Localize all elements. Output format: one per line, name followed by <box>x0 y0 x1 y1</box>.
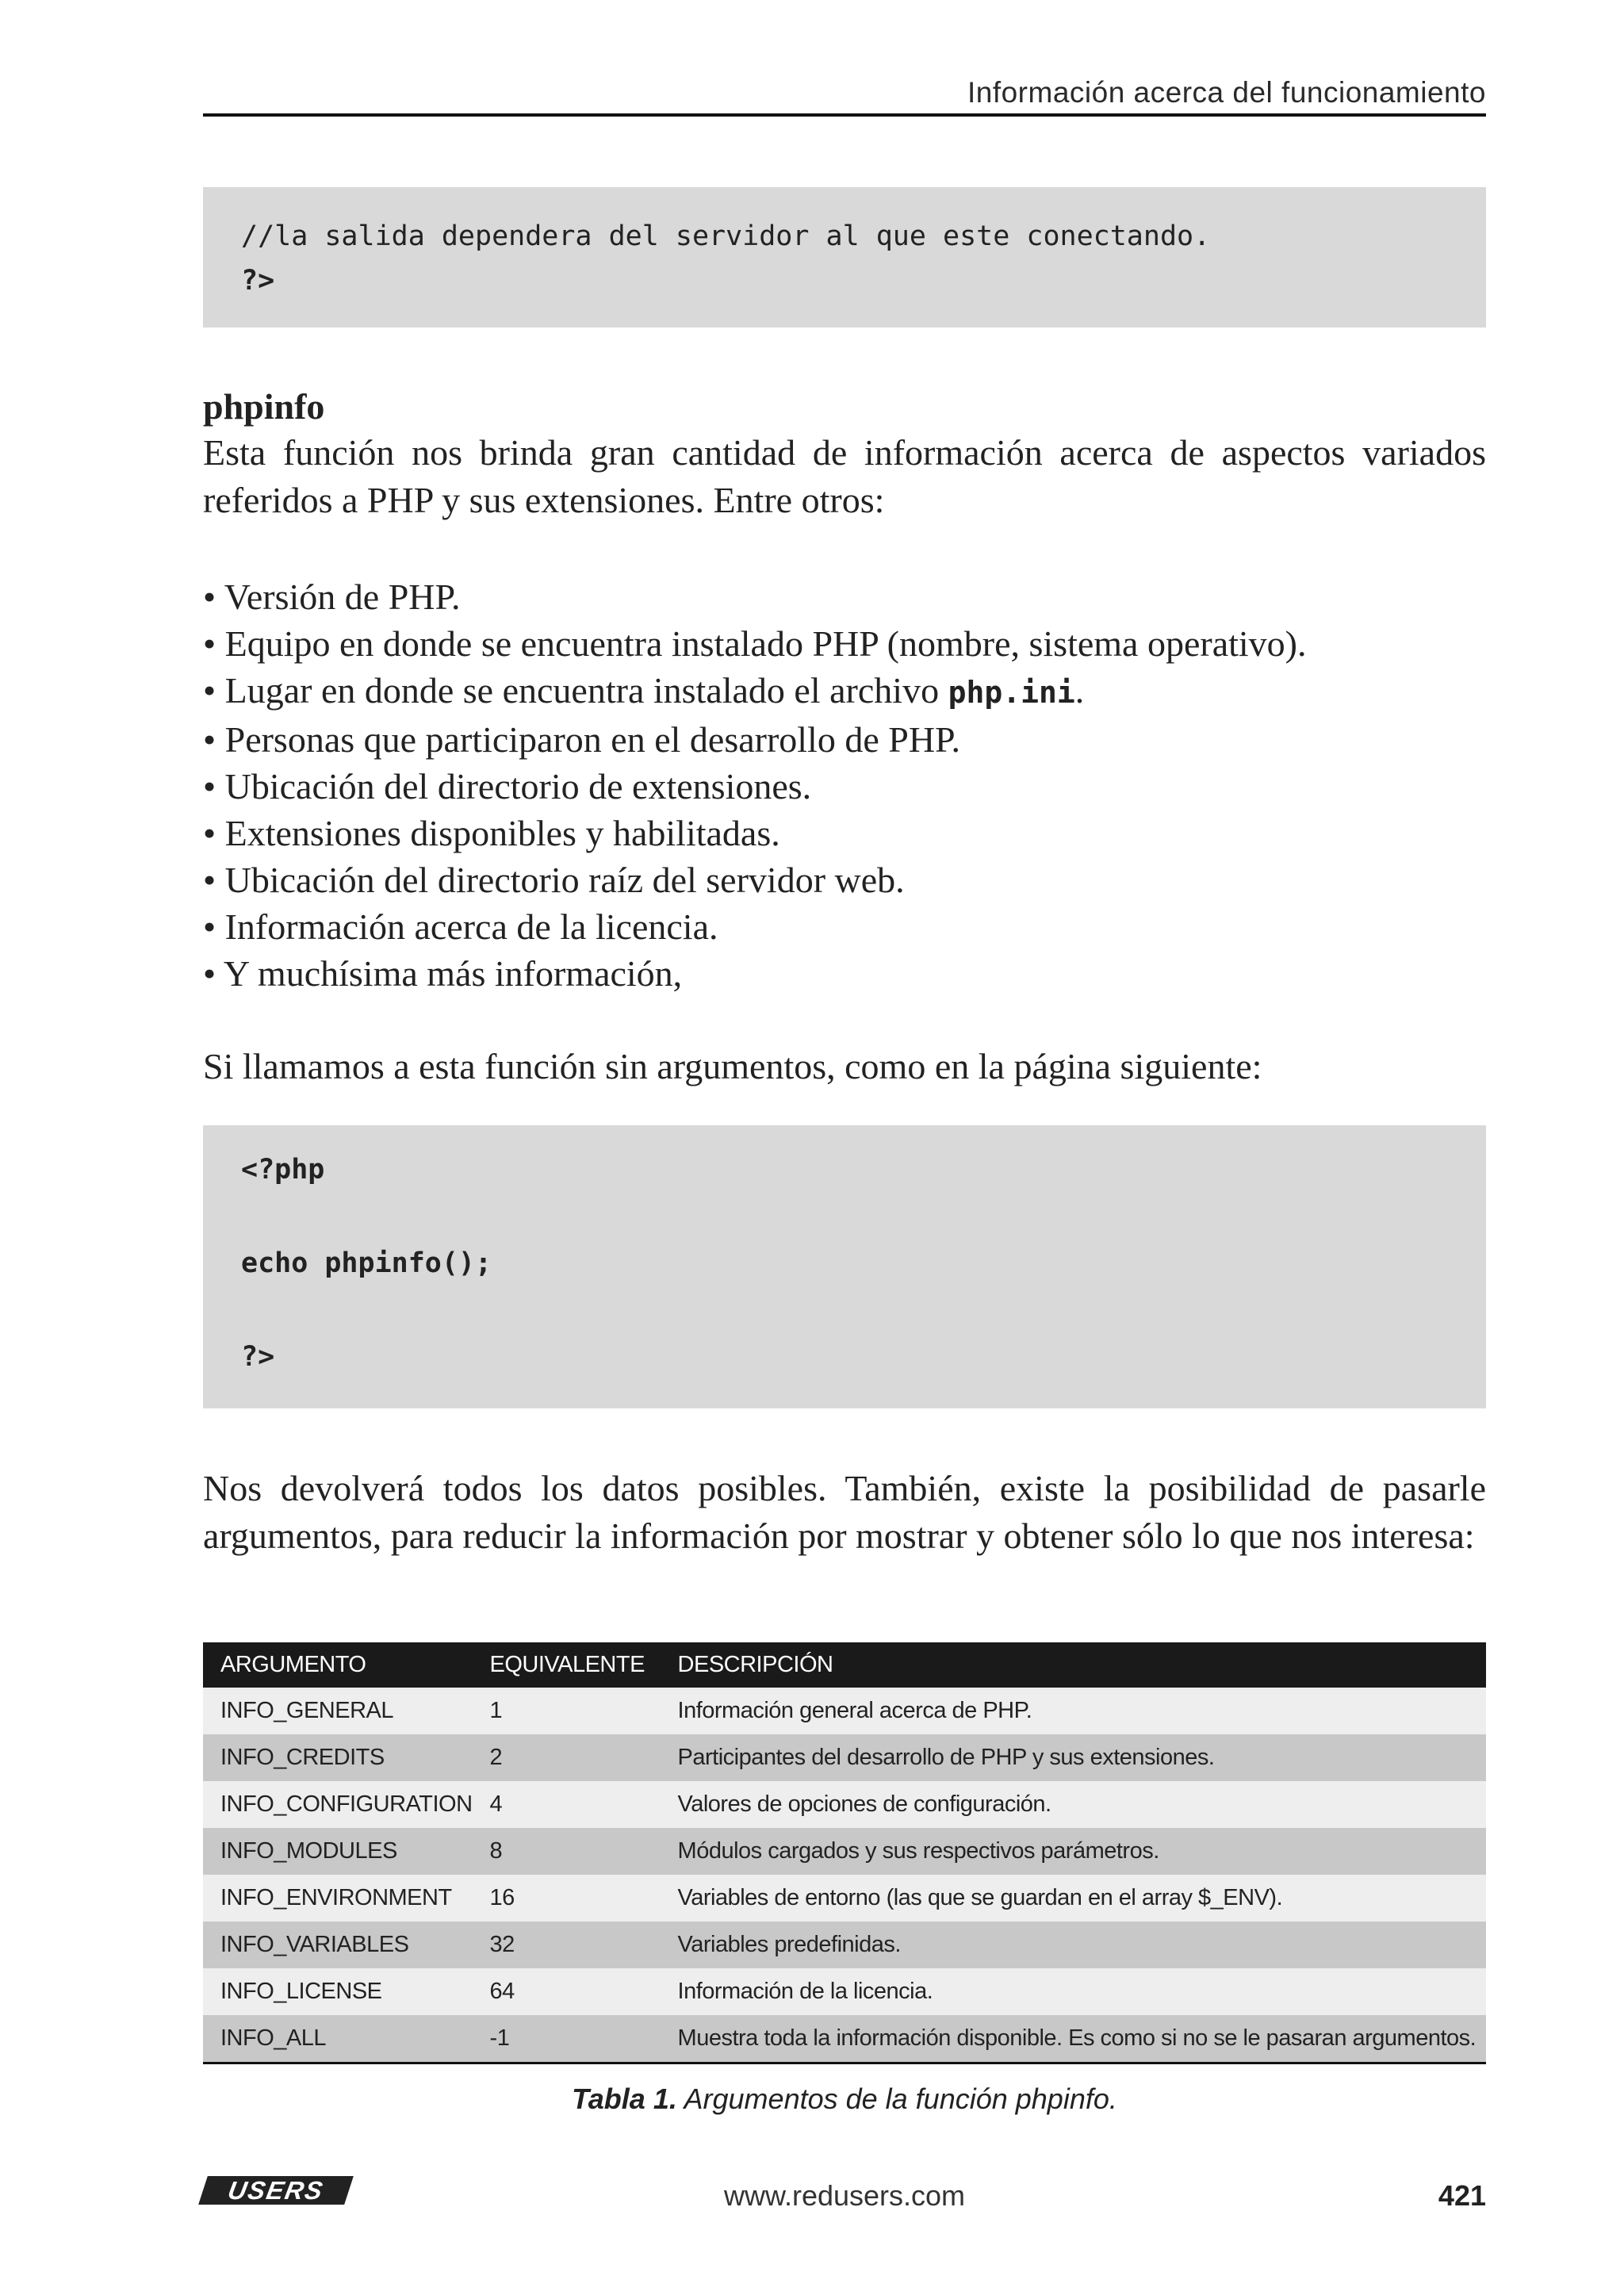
arguments-table <box>203 1642 1486 2064</box>
table-row <box>203 1688 1486 1734</box>
table-cell: Valores de opciones de configuración. <box>661 1781 1486 1828</box>
table-row <box>203 1734 1486 1781</box>
logo-text: USERS <box>225 2175 327 2205</box>
header-rule <box>203 113 1486 117</box>
list-item-text: . <box>1074 670 1085 711</box>
list-item: • Equipo en donde se encuentra instalado PHP (nombre, sistema operativo). <box>203 623 1307 664</box>
table-cell: INFO_ENVIRONMENT <box>203 1875 473 1922</box>
table-cell: INFO_CREDITS <box>203 1734 473 1781</box>
code-block-2 <box>203 1125 1486 1408</box>
table-cell: INFO_LICENSE <box>203 1968 473 2015</box>
code-line: <?php <box>241 1154 325 1186</box>
footer-url: www.redusers.com <box>723 2179 966 2212</box>
list-item: • Personas que participaron en el desarrollo de PHP. <box>203 719 961 760</box>
call-paragraph: Si llamamos a esta función sin argumentos, como en la página siguiente: <box>203 1046 1262 1086</box>
page-number: 421 <box>1438 2179 1486 2212</box>
list-item-text: • Lugar en donde se encuentra instalado el archivo <box>203 670 948 711</box>
table-row <box>203 1968 1486 2015</box>
list-item: • Información acerca de la licencia. <box>203 906 718 947</box>
table-cell: INFO_ALL <box>203 2015 473 2063</box>
table-cell: 4 <box>473 1781 661 1828</box>
table-cell: 8 <box>473 1828 661 1875</box>
caption-text: Argumentos de la función phpinfo. <box>676 2083 1117 2115</box>
table-cell: Información general acerca de PHP. <box>661 1688 1486 1734</box>
table-row <box>203 1875 1486 1922</box>
list-item: • Ubicación del directorio de extensiones. <box>203 766 812 807</box>
list-item: • Y muchísima más información, <box>203 953 683 994</box>
column-header: DESCRIPCIÓN <box>661 1642 1486 1688</box>
column-header: EQUIVALENTE <box>473 1642 661 1688</box>
table-cell: 1 <box>473 1688 661 1734</box>
table-row <box>203 1922 1486 1968</box>
book-page <box>203 0 1486 2276</box>
table-cell: INFO_MODULES <box>203 1828 473 1875</box>
table-cell: Variables de entorno (las que se guardan en el array $_ENV). <box>661 1875 1486 1922</box>
inline-code: php.ini <box>948 675 1075 710</box>
table-cell: Información de la licencia. <box>661 1968 1486 2015</box>
code-line: echo phpinfo(); <box>241 1247 492 1279</box>
table-row <box>203 1828 1486 1875</box>
code-line: //la salida dependera del servidor al que este conectando. <box>241 220 1211 252</box>
intro-paragraph: Esta función nos brinda gran cantidad de información acerca de aspectos variados referidos a PHP y sus extensiones. Entre otros: <box>203 432 1486 520</box>
table-cell: Módulos cargados y sus respectivos parámetros. <box>661 1828 1486 1875</box>
code-block-1 <box>203 187 1486 328</box>
table-cell: INFO_VARIABLES <box>203 1922 473 1968</box>
result-paragraph: Nos devolverá todos los datos posibles. También, existe la posibilidad de pasarle argumentos, para reducir la información por mostrar y obtener sólo lo que nos interesa: <box>203 1468 1486 1556</box>
table-cell: 32 <box>473 1922 661 1968</box>
table-cell: INFO_GENERAL <box>203 1688 473 1734</box>
table-cell: Participantes del desarrollo de PHP y sus extensiones. <box>661 1734 1486 1781</box>
running-header: Información acerca del funcionamiento <box>967 76 1486 109</box>
column-header: ARGUMENTO <box>203 1642 473 1688</box>
table-row <box>203 2015 1486 2063</box>
list-item: • Versión de PHP. <box>203 577 461 617</box>
table-cell: Variables predefinidas. <box>661 1922 1486 1968</box>
table-cell: 16 <box>473 1875 661 1922</box>
list-item <box>203 667 1486 716</box>
section-title: phpinfo <box>203 386 325 427</box>
table-cell: -1 <box>473 2015 661 2063</box>
code-line: ?> <box>241 1341 275 1373</box>
caption-label: Tabla 1. <box>572 2083 677 2115</box>
table-cell: 2 <box>473 1734 661 1781</box>
table-cell: Muestra toda la información disponible. Es como si no se le pasaran argumentos. <box>661 2015 1486 2063</box>
list-item: • Extensiones disponibles y habilitadas. <box>203 813 780 853</box>
table-caption <box>203 2083 1486 2116</box>
code-line: ?> <box>241 265 275 297</box>
table-cell: 64 <box>473 1968 661 2015</box>
table-cell: INFO_CONFIGURATION <box>203 1781 473 1828</box>
table-row <box>203 1781 1486 1828</box>
table-header-row <box>203 1642 1486 1688</box>
feature-list <box>203 573 1486 997</box>
list-item: • Ubicación del directorio raíz del servidor web. <box>203 860 905 900</box>
